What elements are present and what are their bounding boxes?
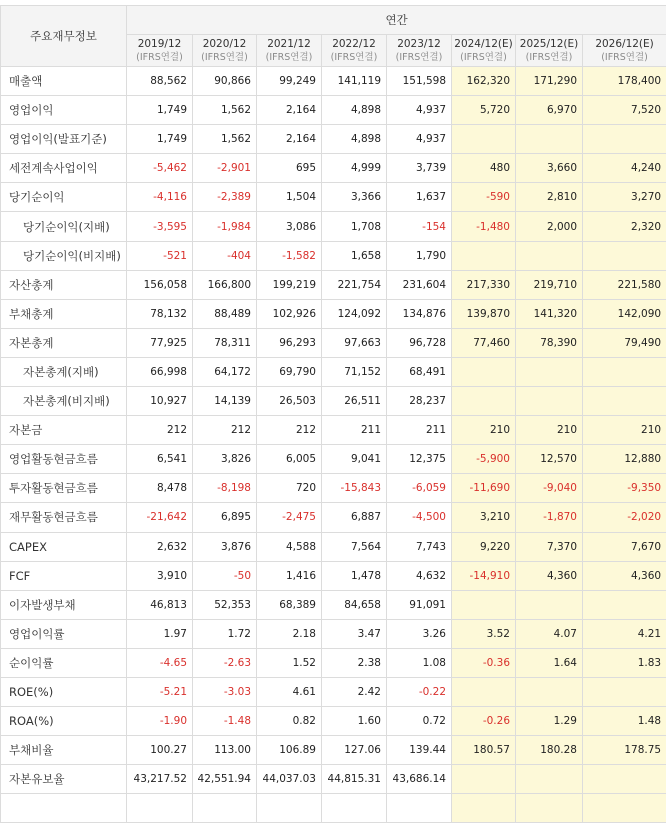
financial-summary-table <box>0 5 666 823</box>
table-cell <box>583 357 666 386</box>
table-cell: 6,541 <box>127 445 193 474</box>
table-cell: 1,749 <box>127 125 193 154</box>
table-cell: -0.26 <box>452 707 516 736</box>
table-body <box>1 67 666 823</box>
row-label[interactable]: 이자발생부채 <box>1 590 127 619</box>
table-cell: 106.89 <box>257 736 322 765</box>
table-row <box>1 707 666 736</box>
table-cell: -11,690 <box>452 474 516 503</box>
table-cell <box>516 590 583 619</box>
table-cell: 1,749 <box>127 96 193 125</box>
table-cell: 180.57 <box>452 736 516 765</box>
table-cell: -5.21 <box>127 677 193 706</box>
table-cell: 210 <box>516 416 583 445</box>
table-cell: 64,172 <box>193 357 257 386</box>
table-cell: -2,389 <box>193 183 257 212</box>
table-cell <box>257 794 322 823</box>
table-cell: 3,270 <box>583 183 666 212</box>
table-cell: 2,810 <box>516 183 583 212</box>
row-label[interactable]: 자본총계(지배) <box>1 357 127 386</box>
table-row <box>1 765 666 794</box>
table-row <box>1 241 666 270</box>
table-cell: -6,059 <box>387 474 452 503</box>
table-cell: 1.48 <box>583 707 666 736</box>
table-cell: 212 <box>257 416 322 445</box>
table-cell: 4,937 <box>387 125 452 154</box>
table-cell: -1.90 <box>127 707 193 736</box>
table-cell: -2,020 <box>583 503 666 532</box>
table-row <box>1 67 666 96</box>
table-row <box>1 212 666 241</box>
table-cell: 5,720 <box>452 96 516 125</box>
table-cell: 1,504 <box>257 183 322 212</box>
table-cell: 3.47 <box>322 619 387 648</box>
table-row <box>1 648 666 677</box>
row-label[interactable]: 당기순이익 <box>1 183 127 212</box>
table-cell: 6,895 <box>193 503 257 532</box>
table-cell: 28,237 <box>387 387 452 416</box>
table-cell: 78,311 <box>193 328 257 357</box>
table-cell: 2.38 <box>322 648 387 677</box>
table-row <box>1 561 666 590</box>
table-cell: 1.72 <box>193 619 257 648</box>
table-cell <box>452 387 516 416</box>
table-cell: 166,800 <box>193 270 257 299</box>
table-cell <box>452 765 516 794</box>
table-cell: -1.48 <box>193 707 257 736</box>
table-cell: 4,999 <box>322 154 387 183</box>
table-cell: 3,210 <box>452 503 516 532</box>
row-label[interactable]: 자본금 <box>1 416 127 445</box>
table-cell <box>452 241 516 270</box>
table-cell <box>452 794 516 823</box>
table-cell: 210 <box>583 416 666 445</box>
table-cell: -0.36 <box>452 648 516 677</box>
table-cell: 88,562 <box>127 67 193 96</box>
row-label[interactable]: 당기순이익(지배) <box>1 212 127 241</box>
table-cell: 151,598 <box>387 67 452 96</box>
table-cell: 7,520 <box>583 96 666 125</box>
table-cell <box>516 241 583 270</box>
table-cell: 14,139 <box>193 387 257 416</box>
table-cell: 1.97 <box>127 619 193 648</box>
table-cell: 1,416 <box>257 561 322 590</box>
table-cell: -4,500 <box>387 503 452 532</box>
accounting-basis-label: (IFRS연결) <box>387 51 451 64</box>
table-cell <box>516 125 583 154</box>
table-cell <box>583 125 666 154</box>
year-column-header[interactable] <box>127 35 193 67</box>
table-cell <box>452 125 516 154</box>
table-cell: -15,843 <box>322 474 387 503</box>
table-row <box>1 96 666 125</box>
table-cell: 162,320 <box>452 67 516 96</box>
table-cell: 6,887 <box>322 503 387 532</box>
table-cell: 4,937 <box>387 96 452 125</box>
table-cell: 1,708 <box>322 212 387 241</box>
table-cell: 178,400 <box>583 67 666 96</box>
row-label[interactable] <box>1 794 127 823</box>
table-cell: 2.18 <box>257 619 322 648</box>
table-cell: -5,900 <box>452 445 516 474</box>
row-label[interactable]: 영업활동현금흐름 <box>1 445 127 474</box>
table-cell <box>583 765 666 794</box>
accounting-basis-label: (IFRS연결) <box>193 51 256 64</box>
table-cell: 8,478 <box>127 474 193 503</box>
table-cell: 3,366 <box>322 183 387 212</box>
table-cell: 12,880 <box>583 445 666 474</box>
table-cell: 66,998 <box>127 357 193 386</box>
year-label: 2019/12 <box>138 38 182 50</box>
table-cell: 78,390 <box>516 328 583 357</box>
table-cell: 217,330 <box>452 270 516 299</box>
accounting-basis-label: (IFRS연결) <box>127 51 192 64</box>
table-cell: -4.65 <box>127 648 193 677</box>
table-cell: 6,005 <box>257 445 322 474</box>
table-cell: 231,604 <box>387 270 452 299</box>
table-cell: 4,240 <box>583 154 666 183</box>
year-label: 2020/12 <box>203 38 247 50</box>
row-label[interactable]: FCF <box>1 561 127 590</box>
table-cell: 134,876 <box>387 299 452 328</box>
table-cell: 3,086 <box>257 212 322 241</box>
row-label[interactable]: 재무활동현금흐름 <box>1 503 127 532</box>
table-cell: 84,658 <box>322 590 387 619</box>
year-column-header[interactable] <box>193 35 257 67</box>
year-column-header[interactable] <box>387 35 452 67</box>
table-cell: 4,632 <box>387 561 452 590</box>
table-cell: 68,389 <box>257 590 322 619</box>
table-cell: -2,901 <box>193 154 257 183</box>
table-row <box>1 445 666 474</box>
row-label[interactable]: 순이익률 <box>1 648 127 677</box>
table-cell: 9,041 <box>322 445 387 474</box>
table-cell: 2,164 <box>257 125 322 154</box>
table-cell: 211 <box>322 416 387 445</box>
table-cell <box>583 794 666 823</box>
year-label: 2023/12 <box>397 38 441 50</box>
table-cell: 1,658 <box>322 241 387 270</box>
table-cell: 68,491 <box>387 357 452 386</box>
table-cell: 77,460 <box>452 328 516 357</box>
row-label[interactable]: 영업이익(발표기준) <box>1 125 127 154</box>
table-cell: 1.08 <box>387 648 452 677</box>
year-label: 2025/12(E) <box>520 38 578 50</box>
table-row <box>1 677 666 706</box>
row-label[interactable]: 자산총계 <box>1 270 127 299</box>
table-cell: 97,663 <box>322 328 387 357</box>
year-label: 2024/12(E) <box>454 38 512 50</box>
table-cell: 1.64 <box>516 648 583 677</box>
table-cell: -1,870 <box>516 503 583 532</box>
table-cell: 12,375 <box>387 445 452 474</box>
table-cell: 91,091 <box>387 590 452 619</box>
table-cell: -154 <box>387 212 452 241</box>
table-cell: 4,898 <box>322 96 387 125</box>
table-cell: 12,570 <box>516 445 583 474</box>
table-cell: 1.29 <box>516 707 583 736</box>
table-cell: 88,489 <box>193 299 257 328</box>
table-cell: 3,910 <box>127 561 193 590</box>
table-row <box>1 794 666 823</box>
year-column-header[interactable] <box>322 35 387 67</box>
accounting-basis-label: (IFRS연결) <box>583 51 666 64</box>
table-cell: 4,360 <box>583 561 666 590</box>
table-cell <box>193 794 257 823</box>
table-cell: 3.52 <box>452 619 516 648</box>
row-label[interactable]: 부채비율 <box>1 736 127 765</box>
table-cell: 4.07 <box>516 619 583 648</box>
table-cell: 1.60 <box>322 707 387 736</box>
table-row <box>1 125 666 154</box>
table-cell: 96,728 <box>387 328 452 357</box>
year-label: 2021/12 <box>267 38 311 50</box>
accounting-basis-label: (IFRS연결) <box>322 51 386 64</box>
table-cell <box>583 241 666 270</box>
table-cell <box>516 357 583 386</box>
table-cell: -21,642 <box>127 503 193 532</box>
year-column-header[interactable] <box>452 35 516 67</box>
table-cell: 3,876 <box>193 532 257 561</box>
table-cell: 10,927 <box>127 387 193 416</box>
table-cell: -1,582 <box>257 241 322 270</box>
table-cell: 9,220 <box>452 532 516 561</box>
table-cell <box>322 794 387 823</box>
table-cell: 156,058 <box>127 270 193 299</box>
table-cell <box>516 765 583 794</box>
year-column-header[interactable] <box>583 35 666 67</box>
table-cell: 2,000 <box>516 212 583 241</box>
year-label: 2022/12 <box>332 38 376 50</box>
table-cell: 44,815.31 <box>322 765 387 794</box>
table-cell: 124,092 <box>322 299 387 328</box>
table-cell: 26,503 <box>257 387 322 416</box>
table-cell: -8,198 <box>193 474 257 503</box>
table-cell: 102,926 <box>257 299 322 328</box>
row-label[interactable]: 당기순이익(비지배) <box>1 241 127 270</box>
table-cell: 2,164 <box>257 96 322 125</box>
table-cell: 44,037.03 <box>257 765 322 794</box>
table-cell: 96,293 <box>257 328 322 357</box>
table-cell <box>583 677 666 706</box>
table-row <box>1 532 666 561</box>
table-cell: 71,152 <box>322 357 387 386</box>
table-cell: -4,116 <box>127 183 193 212</box>
table-cell: 212 <box>127 416 193 445</box>
table-cell: 4.21 <box>583 619 666 648</box>
table-cell: 171,290 <box>516 67 583 96</box>
table-cell <box>127 794 193 823</box>
row-label[interactable]: 부채총계 <box>1 299 127 328</box>
table-cell: 0.72 <box>387 707 452 736</box>
table-cell: 7,564 <box>322 532 387 561</box>
table-cell: 480 <box>452 154 516 183</box>
year-column-header[interactable] <box>257 35 322 67</box>
table-cell: -2.63 <box>193 648 257 677</box>
table-cell: 139.44 <box>387 736 452 765</box>
table-cell: 127.06 <box>322 736 387 765</box>
row-label[interactable]: 세전계속사업이익 <box>1 154 127 183</box>
table-cell: 3,660 <box>516 154 583 183</box>
table-cell: 46,813 <box>127 590 193 619</box>
table-cell: 3,826 <box>193 445 257 474</box>
table-row <box>1 503 666 532</box>
row-label[interactable]: 자본총계(비지배) <box>1 387 127 416</box>
row-label[interactable]: 투자활동현금흐름 <box>1 474 127 503</box>
table-cell: -14,910 <box>452 561 516 590</box>
table-row <box>1 590 666 619</box>
table-cell: -590 <box>452 183 516 212</box>
table-cell: 1.52 <box>257 648 322 677</box>
year-label: 2026/12(E) <box>595 38 653 50</box>
table-cell: 139,870 <box>452 299 516 328</box>
table-cell: 1,637 <box>387 183 452 212</box>
table-cell <box>516 794 583 823</box>
row-label[interactable]: ROA(%) <box>1 707 127 736</box>
table-cell: 1.83 <box>583 648 666 677</box>
row-label-header: 주요재무정보 <box>1 6 127 67</box>
table-row <box>1 416 666 445</box>
table-cell: 4,588 <box>257 532 322 561</box>
table-cell <box>387 794 452 823</box>
table-cell: 69,790 <box>257 357 322 386</box>
table-cell: 0.82 <box>257 707 322 736</box>
table-row <box>1 474 666 503</box>
table-cell: 199,219 <box>257 270 322 299</box>
table-cell: 79,490 <box>583 328 666 357</box>
table-cell <box>583 387 666 416</box>
table-row <box>1 299 666 328</box>
table-row <box>1 619 666 648</box>
accounting-basis-label: (IFRS연결) <box>452 51 515 64</box>
table-cell: 42,551.94 <box>193 765 257 794</box>
table-cell: 212 <box>193 416 257 445</box>
table-cell: 26,511 <box>322 387 387 416</box>
table-cell: -9,040 <box>516 474 583 503</box>
table-cell <box>516 387 583 416</box>
table-cell: 52,353 <box>193 590 257 619</box>
table-cell: 43,686.14 <box>387 765 452 794</box>
row-label[interactable]: 자본총계 <box>1 328 127 357</box>
table-cell: -1,480 <box>452 212 516 241</box>
table-cell: 180.28 <box>516 736 583 765</box>
accounting-basis-label: (IFRS연결) <box>257 51 321 64</box>
table-cell: 1,562 <box>193 125 257 154</box>
table-cell: 2,632 <box>127 532 193 561</box>
table-cell: 219,710 <box>516 270 583 299</box>
table-cell <box>516 677 583 706</box>
table-cell: -0.22 <box>387 677 452 706</box>
table-cell: 7,743 <box>387 532 452 561</box>
table-cell: 7,370 <box>516 532 583 561</box>
table-cell: -2,475 <box>257 503 322 532</box>
table-cell: 43,217.52 <box>127 765 193 794</box>
table-cell: 211 <box>387 416 452 445</box>
table-cell <box>452 677 516 706</box>
table-cell <box>452 357 516 386</box>
table-cell: 90,866 <box>193 67 257 96</box>
table-row <box>1 270 666 299</box>
table-row <box>1 154 666 183</box>
table-cell: 221,580 <box>583 270 666 299</box>
table-cell <box>583 590 666 619</box>
table-cell: 99,249 <box>257 67 322 96</box>
table-cell: 77,925 <box>127 328 193 357</box>
table-cell: 2.42 <box>322 677 387 706</box>
row-label[interactable]: 영업이익 <box>1 96 127 125</box>
table-row <box>1 357 666 386</box>
table-cell: -3,595 <box>127 212 193 241</box>
table-cell: -9,350 <box>583 474 666 503</box>
row-label[interactable]: 매출액 <box>1 67 127 96</box>
table-row <box>1 183 666 212</box>
accounting-basis-label: (IFRS연결) <box>516 51 582 64</box>
table-cell: 178.75 <box>583 736 666 765</box>
table-cell: -3.03 <box>193 677 257 706</box>
table-cell: -521 <box>127 241 193 270</box>
table-cell: 141,119 <box>322 67 387 96</box>
table-cell: -5,462 <box>127 154 193 183</box>
table-cell: 210 <box>452 416 516 445</box>
table-cell: 113.00 <box>193 736 257 765</box>
table-row <box>1 328 666 357</box>
table-cell: 142,090 <box>583 299 666 328</box>
period-group-header: 연간 <box>127 6 666 35</box>
table-cell: -404 <box>193 241 257 270</box>
table-cell: 6,970 <box>516 96 583 125</box>
table-cell: 4,898 <box>322 125 387 154</box>
table-cell: 1,790 <box>387 241 452 270</box>
table-cell: 141,320 <box>516 299 583 328</box>
table-cell: 100.27 <box>127 736 193 765</box>
table-cell: 695 <box>257 154 322 183</box>
table-cell: 2,320 <box>583 212 666 241</box>
table-cell: 3,739 <box>387 154 452 183</box>
table-cell: 4,360 <box>516 561 583 590</box>
table-cell: 1,562 <box>193 96 257 125</box>
table-cell: 1,478 <box>322 561 387 590</box>
table-row <box>1 387 666 416</box>
table-cell: 720 <box>257 474 322 503</box>
table-cell: 4.61 <box>257 677 322 706</box>
row-label[interactable]: 영업이익률 <box>1 619 127 648</box>
table-cell: -1,984 <box>193 212 257 241</box>
row-label[interactable]: CAPEX <box>1 532 127 561</box>
table-cell: 221,754 <box>322 270 387 299</box>
table-row <box>1 736 666 765</box>
row-label[interactable]: ROE(%) <box>1 677 127 706</box>
table-cell <box>452 590 516 619</box>
table-cell: 78,132 <box>127 299 193 328</box>
year-column-header[interactable] <box>516 35 583 67</box>
row-label[interactable]: 자본유보율 <box>1 765 127 794</box>
table-cell: -50 <box>193 561 257 590</box>
table-cell: 7,670 <box>583 532 666 561</box>
table-cell: 3.26 <box>387 619 452 648</box>
